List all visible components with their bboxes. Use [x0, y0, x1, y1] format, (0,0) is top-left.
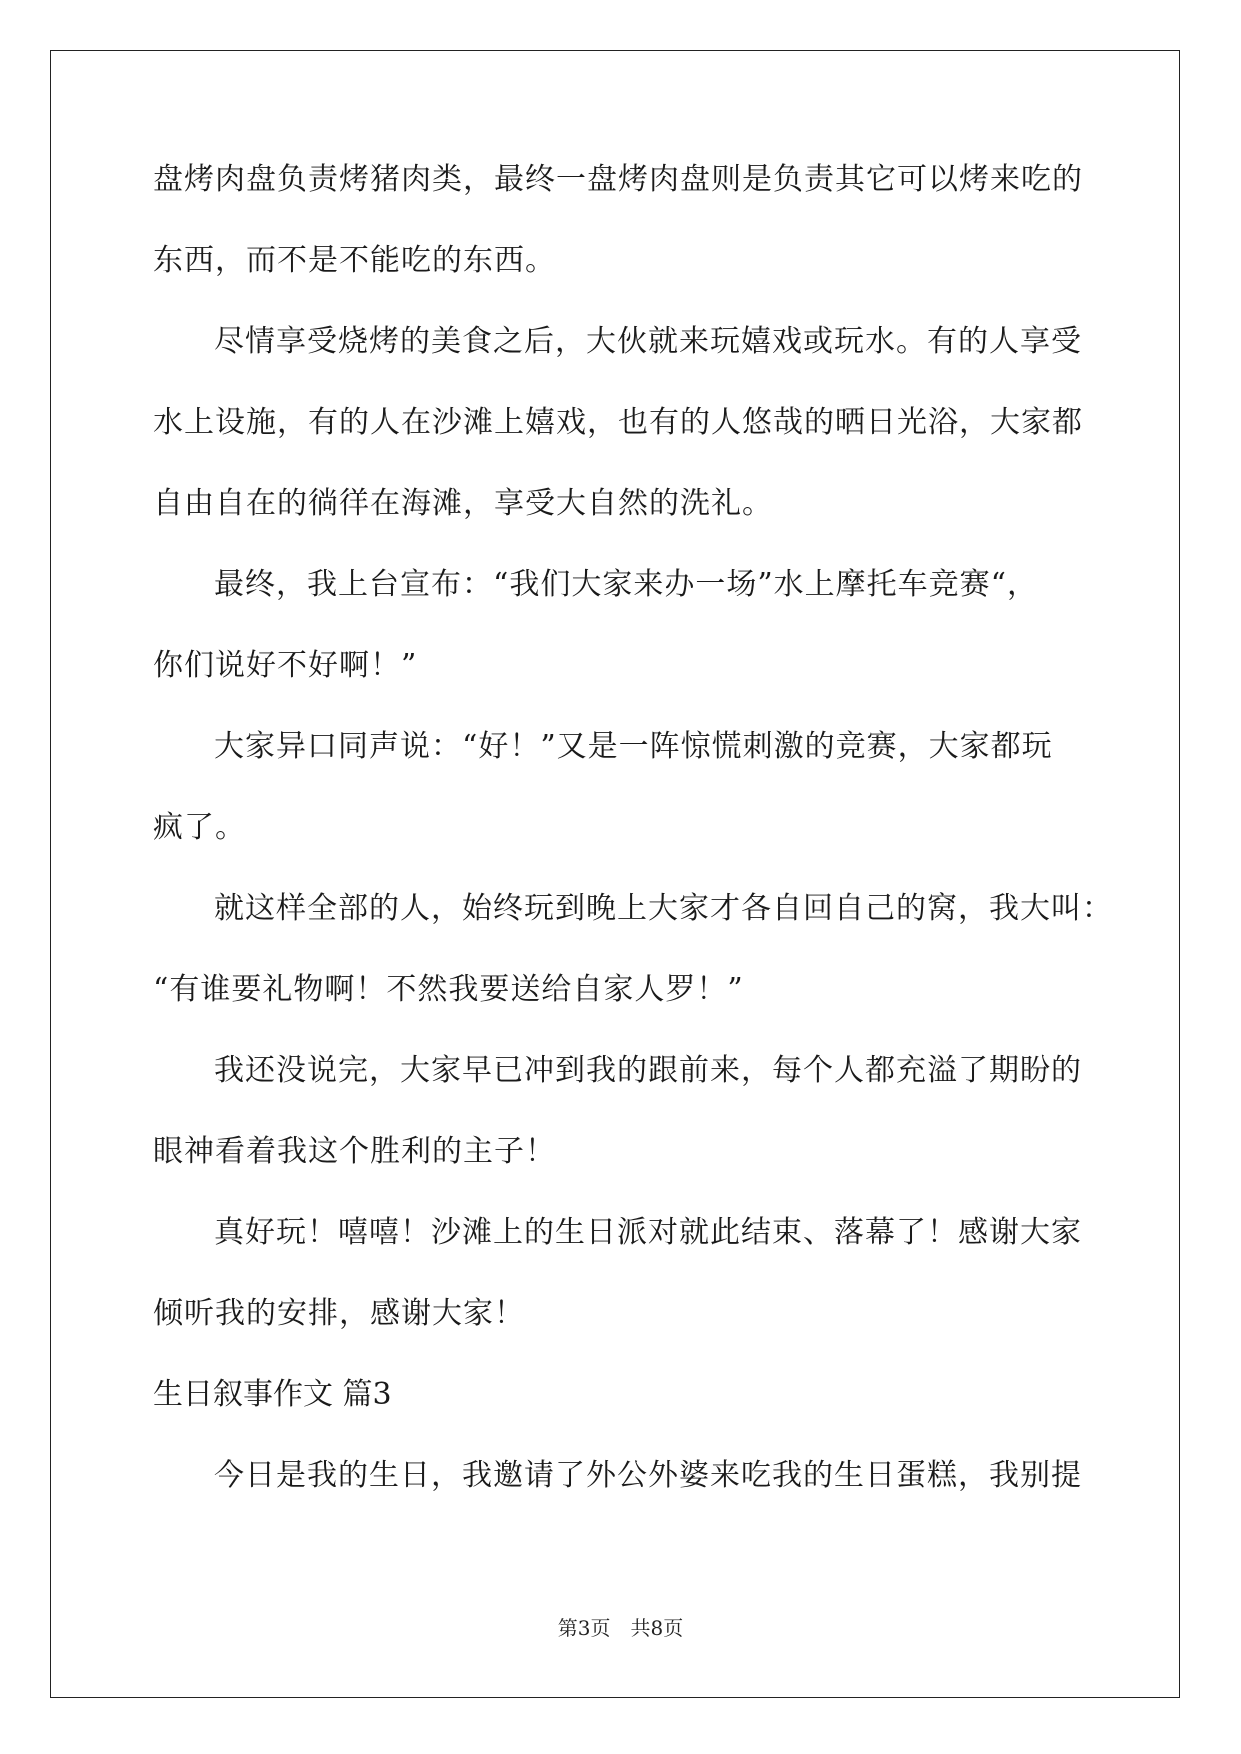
text-line: 大家异口同声说：“好！”又是一阵惊慌刺激的竞赛，大家都玩 — [214, 729, 1053, 764]
text-line: 倾听我的安排，感谢大家！ — [153, 1296, 525, 1331]
text-line: 东西，而不是不能吃的东西。 — [153, 243, 556, 278]
text-line: 就这样全部的人，始终玩到晚上大家才各自回自己的窝，我大叫： — [214, 891, 1113, 926]
text-line: 盘烤肉盘负责烤猪肉类，最终一盘烤肉盘则是负责其它可以烤来吃的 — [153, 162, 1083, 197]
text-line: 我还没说完，大家早已冲到我的跟前来，每个人都充溢了期盼的 — [214, 1053, 1082, 1088]
text-line: 自由自在的徜徉在海滩，享受大自然的洗礼。 — [153, 486, 773, 521]
text-line: 尽情享受烧烤的美食之后，大伙就来玩嬉戏或玩水。有的人享受 — [214, 324, 1082, 359]
document-body — [153, 160, 1113, 1537]
text-line: 水上设施，有的人在沙滩上嬉戏，也有的人悠哉的晒日光浴，大家都 — [153, 405, 1083, 440]
text-line: 最终，我上台宣布：“我们大家来办一场”水上摩托车竞赛“， — [214, 567, 1039, 602]
text-line: 今日是我的生日，我邀请了外公外婆来吃我的生日蛋糕，我别提 — [214, 1458, 1082, 1493]
text-line: 疯了。 — [153, 810, 246, 845]
text-line: 你们说好不好啊！” — [153, 648, 418, 683]
text-line: 真好玩！嘻嘻！沙滩上的生日派对就此结束、落幕了！感谢大家 — [214, 1215, 1082, 1250]
text-line: “有谁要礼物啊！不然我要送给自家人罗！” — [153, 972, 744, 1007]
page-number-footer: 第3页 共8页 — [557, 1616, 684, 1640]
section-heading: 生日叙事作文 篇3 — [153, 1377, 392, 1412]
text-line: 眼神看着我这个胜利的主子！ — [153, 1134, 556, 1169]
